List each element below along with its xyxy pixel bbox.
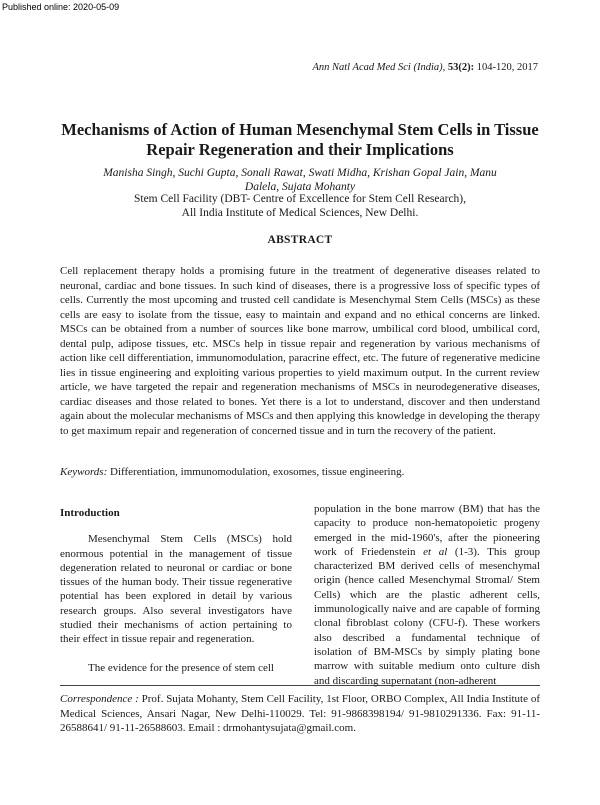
affiliation	[90, 192, 510, 220]
published-date: Published online: 2020-05-09	[2, 2, 120, 12]
keywords-label: Keywords:	[60, 466, 108, 478]
introduction-paragraph-1: Mesenchymal Stem Cells (MSCs) hold enormous potential in the management of tissue degeneration related to neuronal or cardiac or bone tissues of the human body. Their tissue regenerative potential has been explored in detail by various research groups. Also several investigators have studied their mechanisms of action pertaining to their effect in tissue repair and regeneration.	[60, 533, 292, 646]
affiliation-line-2: All India Institute of Medical Sciences, New Delhi.	[181, 207, 419, 219]
introduction-heading: Introduction	[60, 507, 120, 519]
journal-pages: 104-120, 2017	[476, 62, 538, 73]
abstract-text: Cell replacement therapy holds a promising future in the treatment of degenerative diseases related to neuronal, cardiac and bone tissues. In such kind of diseases, there is a progressive loss of specific types of cells. Currently the most upcoming and trusted cell candidate is Mesenchymal Stem Cells (MSCs) as these cells are easy to isolate from the tissue, easy to maintain and expand and no ethical concerns are linked. MSCs can be obtained from a number of sources like bone marrow, umbilical cord blood, umbilical cord, dental pulp, adipose tissues, etc. MSCs help in tissue repair and regeneration by various mechanisms of action like cell differentiation, immunomodulation, paracrine effect, etc. The future of regenerative medicine lies in tissue engineering and exploiting various properties to yield maximum output. In the current review article, we have targeted the repair and regeneration mechanisms of MSCs in neurodegenerative diseases, cardiac diseases and those related to bones. Yet there is a lot to understand, discover and then understand again about the molecular mechanisms of MSCs and then applying this knowledge in developing the therapy to get maximum repair and regeneration of concerned tissue and in turn the recovery of the patient.	[60, 265, 540, 437]
footnote-divider	[60, 685, 540, 686]
continued-text-a: population in the bone marrow (BM) that has the capacity to produce non-hematopoietic progeny emerged in the mid-1960's, after the pioneering work of Friedenstein	[314, 503, 540, 558]
journal-name: Ann Natl Acad Med Sci (India),	[312, 62, 446, 73]
introduction-paragraph-2: The evidence for the presence of stem cell	[88, 661, 274, 674]
right-column	[314, 502, 540, 688]
keywords	[60, 465, 540, 480]
correspondence-label: Correspondence :	[60, 693, 139, 705]
journal-volume: 53(2):	[447, 62, 475, 73]
correspondence-text: Prof. Sujata Mohanty, Stem Cell Facility, 1st Floor, ORBO Complex, All India Institute of Medical Sciences, Ansari Nagar, New Delhi-110029. Tel: 91-9868398194/ 91-9810291336. Fax: 91-11-26588641/ 91-11-26588603. Email : drmohantysujata@gmail.com.	[60, 693, 541, 734]
author-list: Manisha Singh, Suchi Gupta, Sonali Rawat, Swati Midha, Krishan Gopal Jain, Manu Dalela, Sujata Mohanty	[103, 167, 497, 193]
keywords-text: Differentiation, immunomodulation, exosomes, tissue engineering.	[107, 466, 405, 478]
journal-citation	[312, 62, 538, 73]
left-column	[60, 506, 292, 675]
et-al: et al	[423, 545, 448, 558]
abstract-heading: ABSTRACT	[267, 234, 333, 246]
affiliation-line-1: Stem Cell Facility (DBT- Centre of Excellence for Stem Cell Research),	[133, 193, 467, 205]
introduction-paragraph-continued	[314, 502, 540, 688]
continued-text-b: (1-3). This group characterized BM derived cells of mesenchymal origin (hence called Mesenchymal Stromal/ Stem Cells) which are the plastic adherent cells, immunologically naive and are capable of forming clonal fibroblast colony (CFU-f). These workers also described a fundamental technique of isolation of BM-MSCs by simply plating bone marrow with suitable medium onto culture dish and discarding supernatant (non-adherent	[314, 545, 540, 687]
article-title: Mechanisms of Action of Human Mesenchymal Stem Cells in Tissue Repair Regeneration and their Implications	[61, 120, 539, 159]
correspondence-note	[60, 692, 540, 736]
